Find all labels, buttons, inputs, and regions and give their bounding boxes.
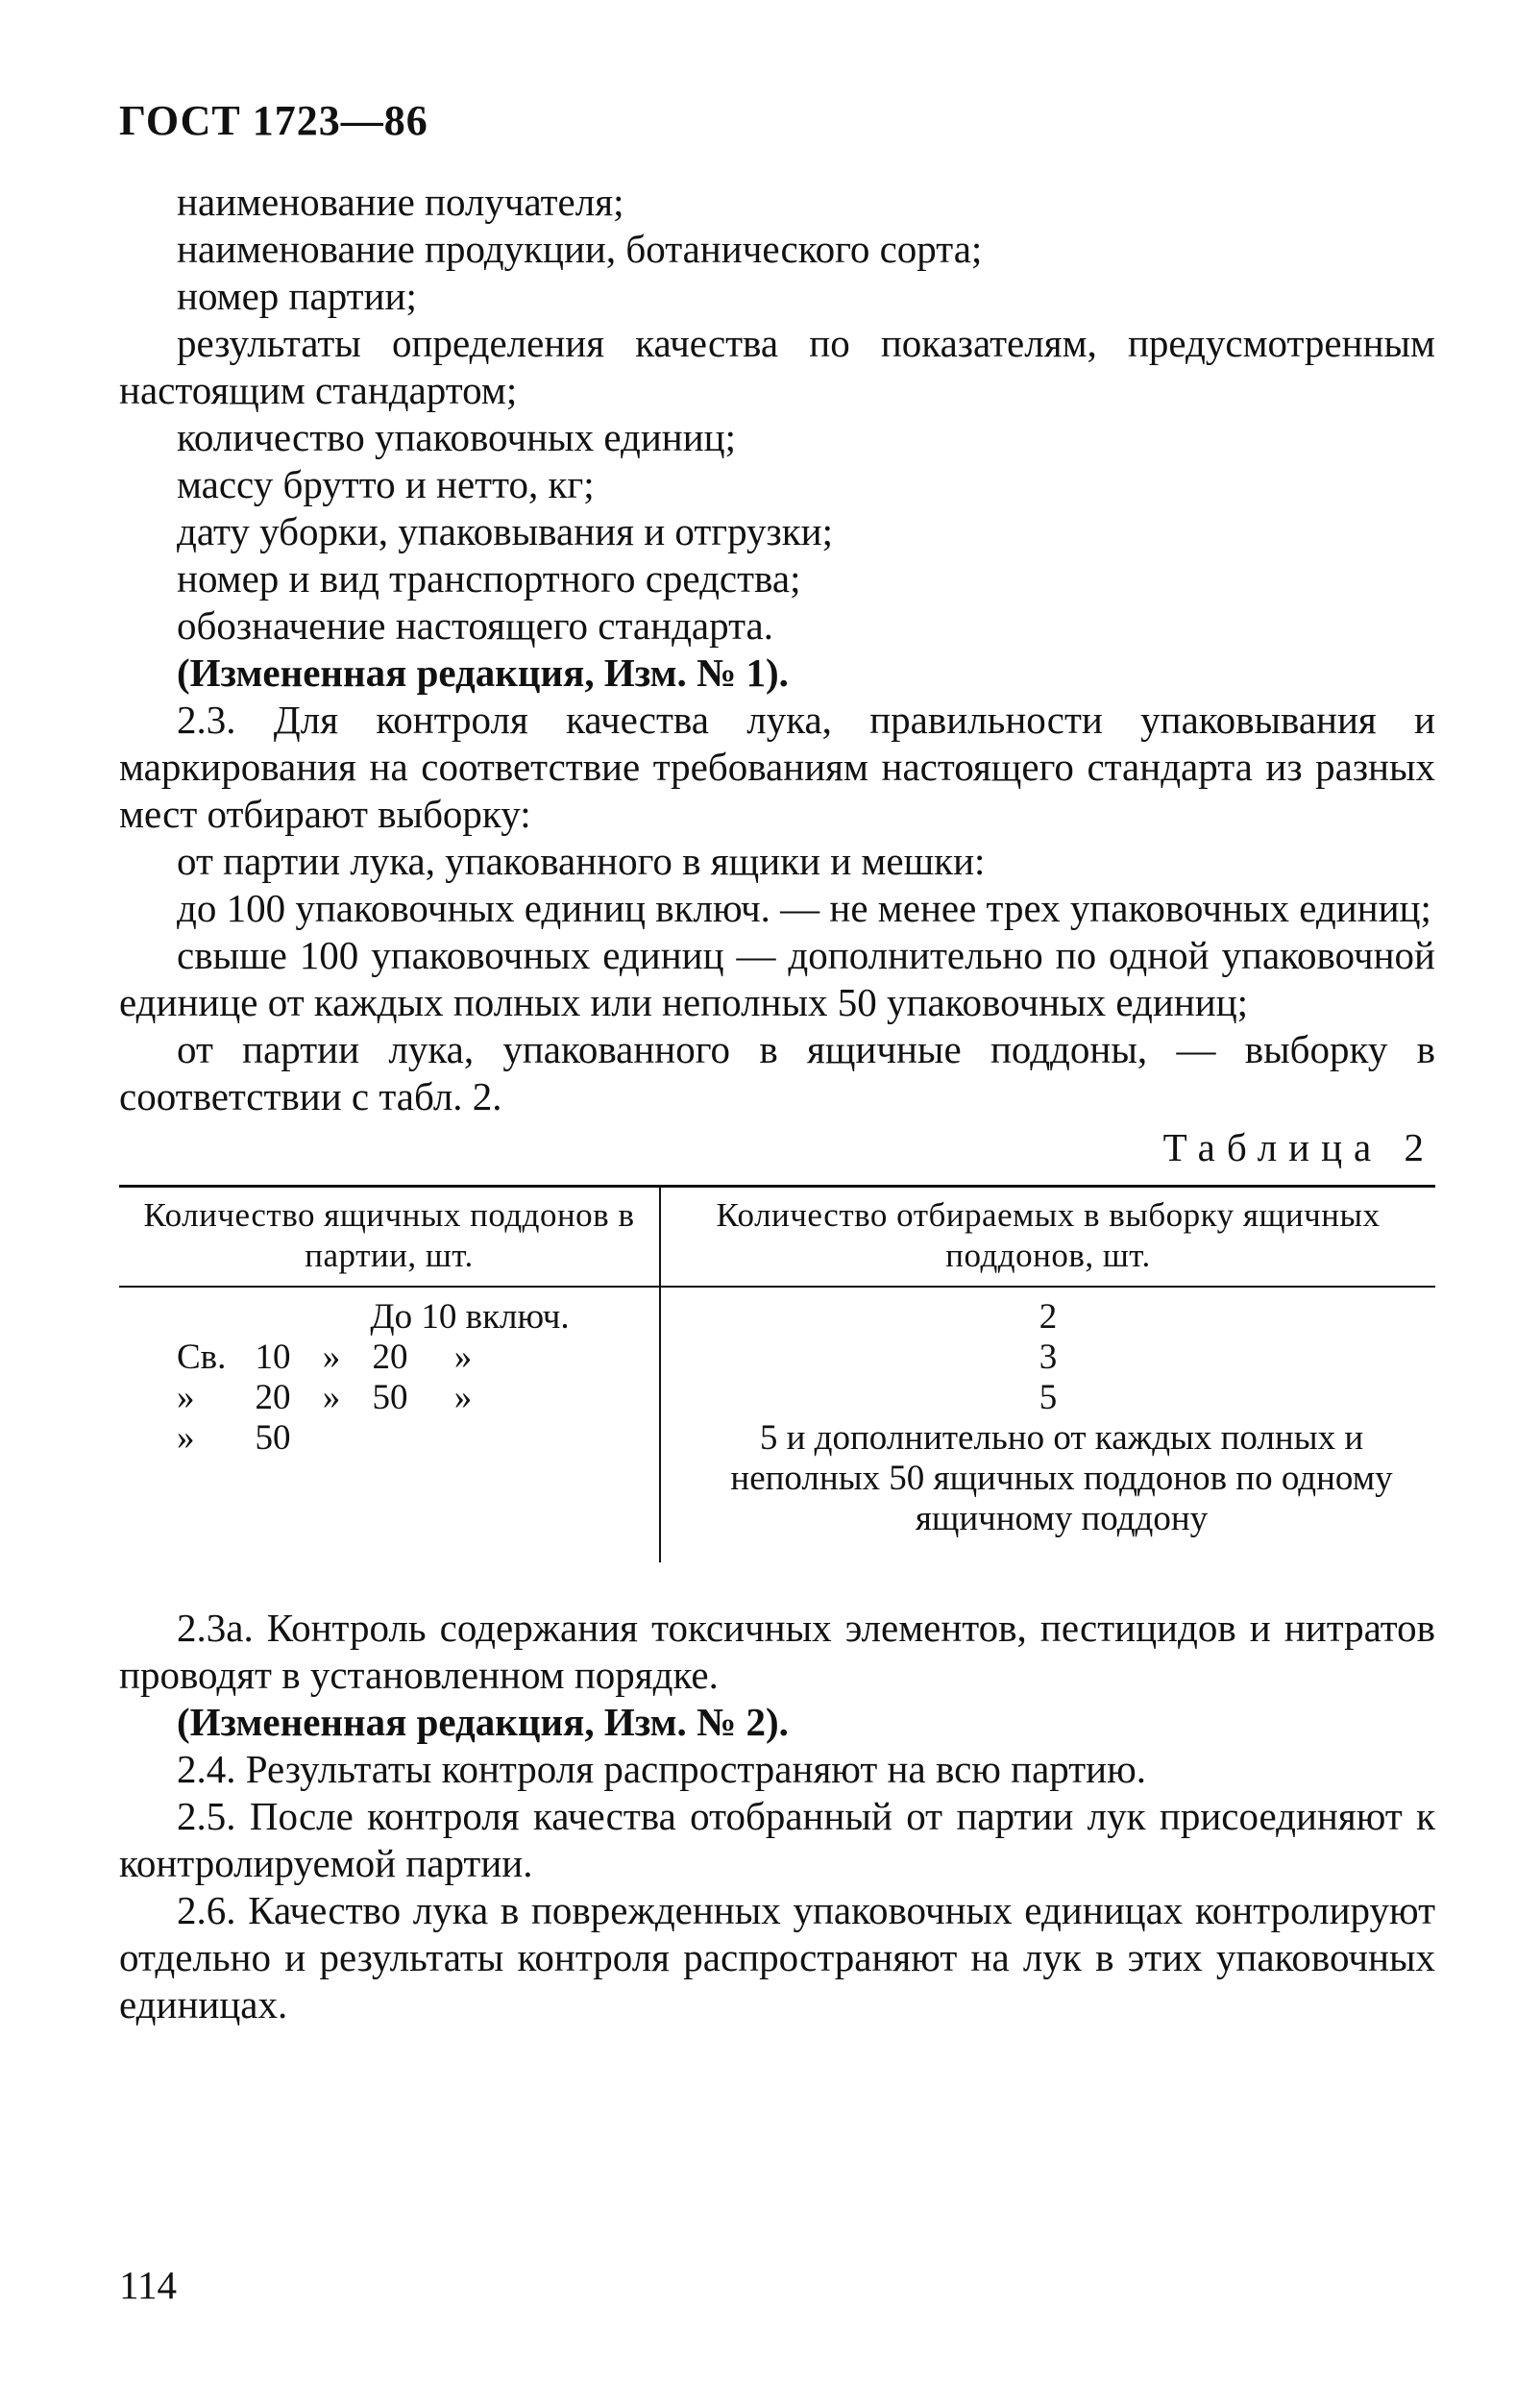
table-row xyxy=(119,1287,1435,1562)
list-item: обозначение настоящего стандарта. xyxy=(177,603,773,648)
amendment-note-2: (Измененная редакция, Изм. № 2). xyxy=(177,1700,789,1744)
table-cell-ranges xyxy=(119,1287,660,1562)
section-2-4: 2.4. Результаты контроля распространяют на всю партию. xyxy=(177,1747,1146,1791)
section-2-3-boxes: от партии лука, упакованного в ящики и мешки: xyxy=(177,839,986,883)
range-ditto: » xyxy=(453,1338,473,1377)
range-prefix: » xyxy=(177,1418,195,1458)
range-to: 20 xyxy=(372,1338,408,1377)
list-item: количество упаковочных единиц; xyxy=(177,415,737,459)
table-header-pallets-in-lot: Количество ящичных поддонов в партии, шт. xyxy=(119,1187,660,1288)
section-2-3-intro: 2.3. Для контроля качества лука, правильности упаковывания и маркирования на соответствие требованиям настоящего стандарта из разных мест отбирают выборку: xyxy=(119,698,1435,836)
range-ditto: » xyxy=(453,1378,473,1417)
range-ditto: » xyxy=(322,1378,341,1417)
count-value: 3 xyxy=(1039,1338,1058,1377)
list-item: наименование продукции, ботанического сорта; xyxy=(177,227,983,271)
list-item: результаты определения качества по показателям, предусмотренным настоящим стандартом; xyxy=(119,321,1435,412)
section-2-6: 2.6. Качество лука в поврежденных упаковочных единицах контролируют отдельно и результаты контроля распространяют на лук в этих упаковочных единицах. xyxy=(119,1888,1435,2026)
list-item: номер партии; xyxy=(177,274,417,318)
table-header-pallets-sampled: Количество отбираемых в выборку ящичных поддонов, шт. xyxy=(660,1187,1435,1288)
list-item: наименование получателя; xyxy=(177,180,624,224)
list-item: массу брутто и нетто, кг; xyxy=(177,462,595,506)
section-2-5: 2.5. После контроля качества отобранный от партии лук присоединяют к контролируемой партии. xyxy=(119,1794,1435,1885)
range-prefix: » xyxy=(177,1378,195,1417)
amendment-note-1: (Измененная редакция, Изм. № 1). xyxy=(177,651,789,695)
count-value: 5 xyxy=(1039,1378,1058,1417)
section-2-3-pallets: от партии лука, упакованного в ящичные поддоны, — выборку в соответствии с табл. 2. xyxy=(119,1027,1435,1118)
section-2-3a: 2.3а. Контроль содержания токсичных элементов, пестицидов и нитратов проводят в установленном порядке. xyxy=(119,1606,1435,1697)
list-item: номер и вид транспортного средства; xyxy=(177,556,801,601)
range-prefix: Св. xyxy=(177,1338,227,1377)
standard-header: ГОСТ 1723—86 xyxy=(119,97,428,144)
count-value: 2 xyxy=(1039,1297,1058,1337)
range-from: 10 xyxy=(255,1338,291,1377)
list-item: дату уборки, упаковывания и отгрузки; xyxy=(177,509,833,553)
table-2 xyxy=(119,1185,1435,1562)
range-from: 50 xyxy=(255,1418,291,1458)
section-2-3-over-100: свыше 100 упаковочных единиц — дополнительно по одной упаковочной единице от каждых полных или неполных 50 упаковочных единиц; xyxy=(119,933,1435,1024)
range-to: 50 xyxy=(372,1378,408,1417)
range-from: 20 xyxy=(255,1378,291,1417)
count-value: 5 и дополнительно от каждых полных и неполных 50 ящичных поддонов по одному ящичному поддону xyxy=(730,1418,1393,1538)
body-text xyxy=(119,179,1435,2028)
range-label: До 10 включ. xyxy=(370,1297,570,1337)
page-number: 114 xyxy=(119,2263,177,2307)
table-caption: Таблица 2 xyxy=(1162,1125,1435,1169)
table-cell-counts xyxy=(660,1287,1435,1562)
section-2-3-up-to-100: до 100 упаковочных единиц включ. — не менее трех упаковочных единиц; xyxy=(177,886,1431,930)
range-ditto: » xyxy=(322,1338,341,1377)
